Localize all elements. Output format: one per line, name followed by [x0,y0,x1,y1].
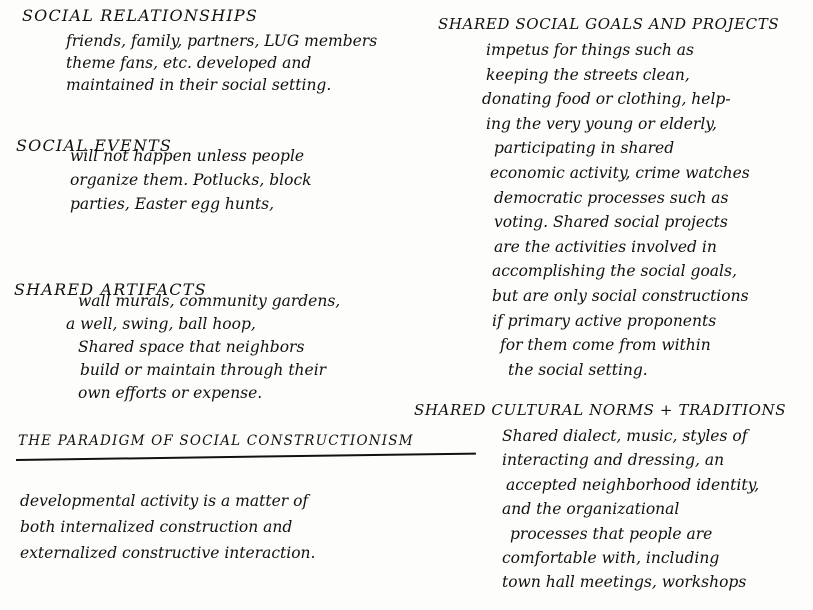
text-line: parties, Easter egg hunts, [70,195,274,213]
text-line: wall murals, community gardens, [78,292,341,310]
text-line: and the organizational [502,500,680,519]
text-line: impetus for things such as [486,41,694,59]
text-line: Shared space that neighbors [78,338,305,356]
text-line: both internalized construction and [20,518,293,536]
body-social-relationships [66,30,377,96]
body-shared-cultural-norms [502,424,759,595]
heading-shared-cultural-norms-and-traditions: SHARED CULTURAL NORMS + TRADITIONS [414,401,787,419]
text-line: build or maintain through their [80,361,327,379]
text-line: organize them. Potlucks, block [70,171,312,189]
text-line: will not happen unless people [70,147,305,165]
text-line: accepted neighborhood identity, [506,475,760,494]
text-line: comfortable with, including [502,549,720,568]
text-line: a well, swing, ball hoop, [66,315,256,333]
text-line: ing the very young or elderly, [486,114,717,133]
text-line: maintained in their social setting. [66,76,332,94]
text-line: are the activities involved in [494,237,717,256]
heading-social-events: SOCIAL EVENTS [16,136,173,155]
text-line: friends, family, partners, LUG members [66,32,378,50]
text-line: the social setting. [508,360,648,379]
text-line: but are only social constructions [492,286,749,305]
body-social-events [70,144,312,216]
text-line: town hall meetings, workshops [502,573,747,592]
body-shared-artifacts [66,290,340,405]
text-line: keeping the streets clean, [486,65,690,84]
text-line: externalized constructive interaction. [20,544,316,562]
text-line: interacting and dressing, an [502,451,725,470]
text-line: democratic processes such as [494,188,729,207]
text-line: participating in shared [494,139,675,158]
text-line: voting. Shared social projects [494,213,728,232]
text-line: own efforts or expense. [78,384,263,402]
heading-paradigm-of-social-constructionism: THE PARADIGM OF SOCIAL CONSTRUCTIONISM [18,433,414,449]
heading-underline [16,453,476,461]
text-line: donating food or clothing, help- [482,90,731,109]
text-line: theme fans, etc. developed and [66,54,312,72]
heading-shared-social-goals-and-projects: SHARED SOCIAL GOALS AND PROJECTS [438,15,780,33]
text-line: economic activity, crime watches [490,163,750,182]
body-paradigm [20,488,315,566]
text-line: developmental activity is a matter of [20,492,309,510]
heading-social-relationships: SOCIAL RELATIONSHIPS [22,6,259,25]
body-shared-social-goals [482,38,750,382]
heading-shared-artifacts: SHARED ARTIFACTS [14,280,207,299]
text-line: Shared dialect, music, styles of [502,427,748,445]
text-line: for them come from within [500,336,711,355]
text-line: if primary active proponents [492,311,717,330]
text-line: processes that people are [510,524,713,543]
text-line: accomplishing the social goals, [492,262,737,281]
